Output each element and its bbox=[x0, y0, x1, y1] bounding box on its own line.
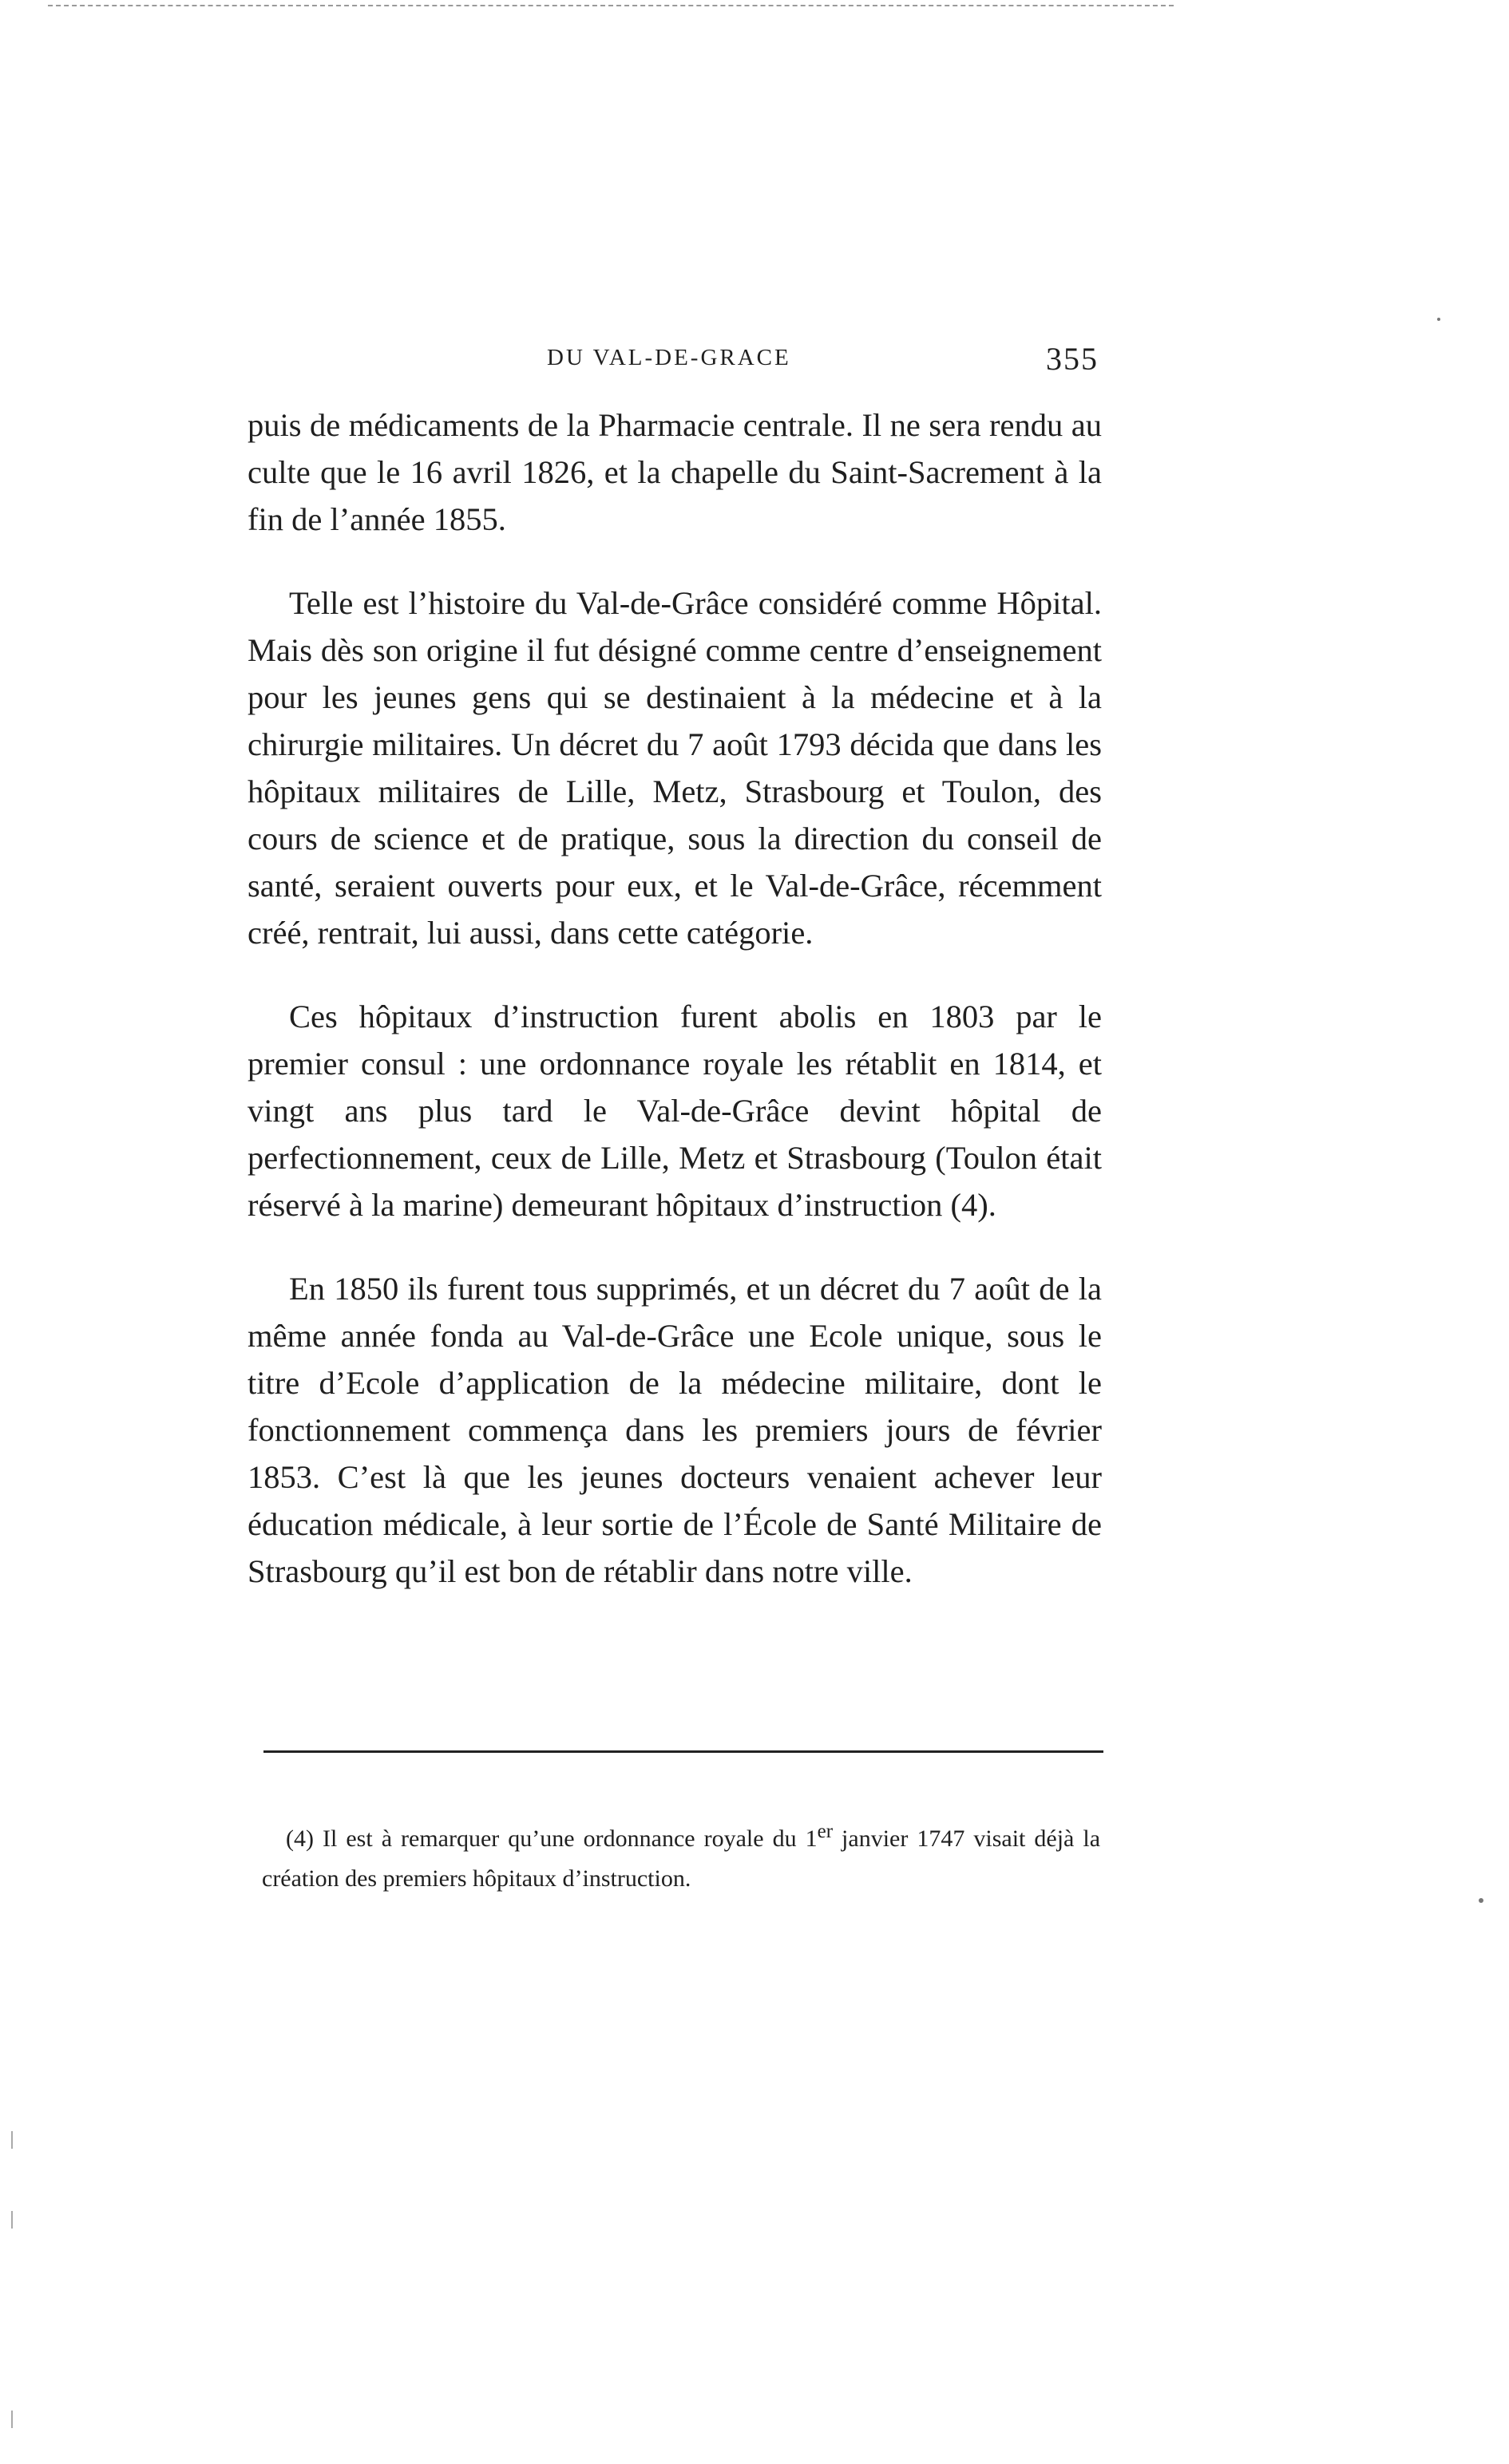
paragraph-3: Ces hôpitaux d’instruction furent abolis en 1803 par le premier consul : une ordonnance royale les rétablit en 1814, et vingt ans plus tard le Val-de-Grâce devint hôpital de perfectionnement, ceux de Lille, Metz et Strasbourg (Toulon était réservé à la marine) demeurant hôpitaux d’instruction (4). bbox=[248, 999, 1102, 1223]
scan-mark bbox=[11, 2131, 13, 2149]
scan-speck bbox=[1479, 1898, 1483, 1903]
scan-speck bbox=[1437, 318, 1440, 321]
footnote-text-start: Il est à remarquer qu’une ordonnance royale du 1 bbox=[323, 1825, 818, 1852]
footnote-marker: (4) bbox=[286, 1825, 314, 1852]
footnote-text-end: janvier 1747 visait déjà la création des premiers hôpitaux d’instruction. bbox=[262, 1825, 1101, 1892]
main-text bbox=[248, 401, 1102, 1595]
paragraph-4: En 1850 ils furent tous supprimés, et un décret du 7 août de la même année fonda au Val-de-Grâce une Ecole unique, sous le titre d’Ecole d’application de la médecine militaire, dont le fonctionnement commença dans les premiers jours de février 1853. C’est là que les jeunes docteurs venaient achever leur éducation médicale, à leur sortie de l’École de Santé Militaire de Strasbourg qu’il est bon de rétablir dans notre ville. bbox=[248, 1271, 1102, 1589]
scan-border-line bbox=[48, 5, 1174, 6]
paragraph-1: puis de médicaments de la Pharmacie centrale. Il ne sera rendu au culte que le 16 avril 1826, et la chapelle du Saint-Sacrement à la fin de l’année 1855. bbox=[248, 407, 1102, 537]
footnote-superscript: er bbox=[817, 1821, 834, 1842]
page-number: 355 bbox=[1046, 341, 1099, 377]
footnote bbox=[262, 1812, 1100, 1899]
scan-mark bbox=[11, 2411, 13, 2428]
page-header bbox=[248, 342, 1102, 390]
paragraph-2: Telle est l’histoire du Val-de-Grâce considéré comme Hôpital. Mais dès son origine il fut désigné comme centre d’enseignement pour les jeunes gens qui se destinaient à la médecine et à la chirurgie militaires. Un décret du 7 août 1793 décida que dans les hôpitaux militaires de Lille, Metz, Strasbourg et Toulon, des cours de science et de pratique, sous la direction du conseil de santé, seraient ouverts pour eux, et le Val-de-Grâce, récemment créé, rentrait, lui aussi, dans cette catégorie. bbox=[248, 585, 1102, 951]
scan-mark bbox=[11, 2211, 13, 2229]
footnote-separator bbox=[263, 1750, 1103, 1753]
running-title: DU VAL-DE-GRACE bbox=[547, 345, 791, 370]
